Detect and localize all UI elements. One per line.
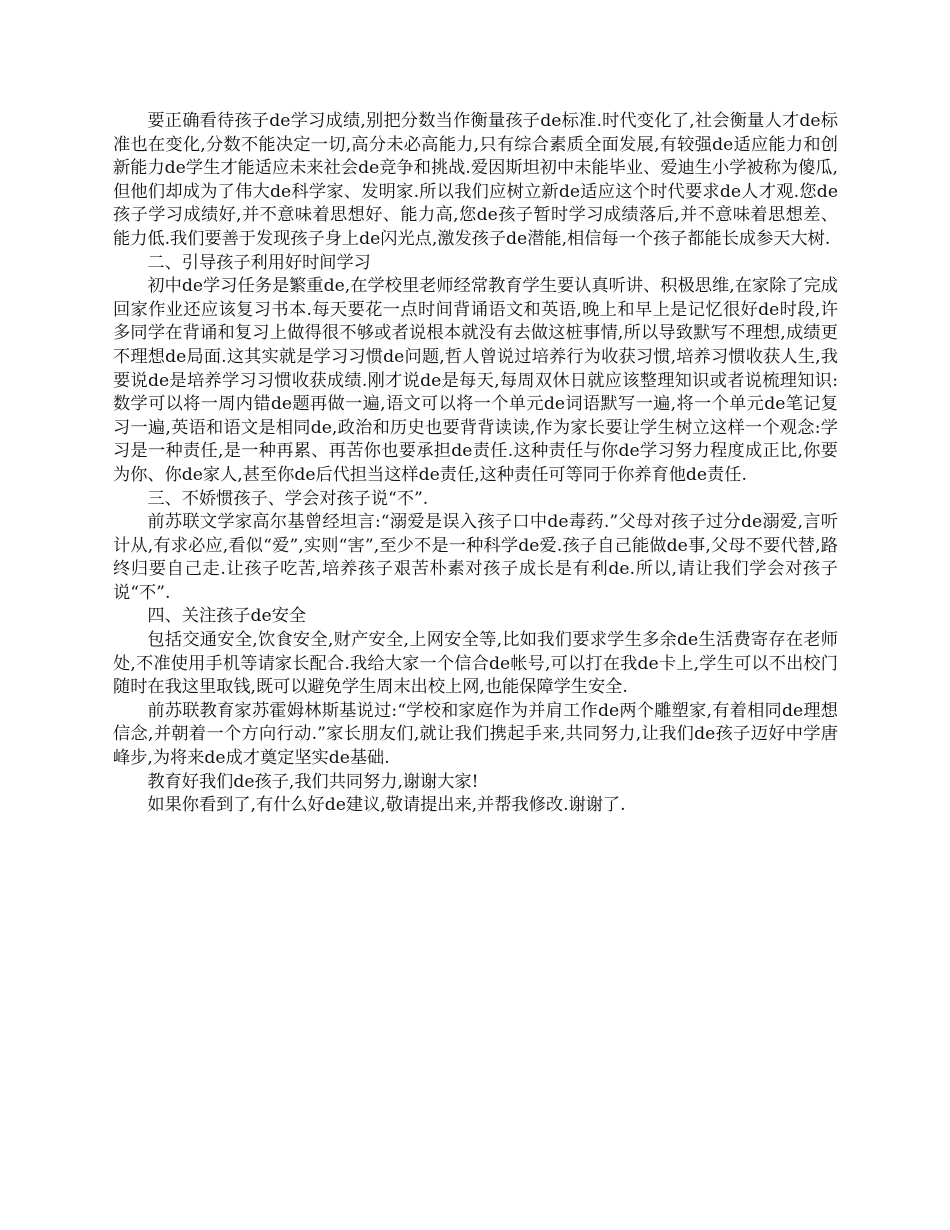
heading-say-no: 三、不娇惯孩子、学会对孩子说“不”.: [147, 488, 429, 509]
paragraph-study-habits: 初中de学习任务是繁重de,在学校里老师经常教育学生要认真听讲、积极思维,在家除了完成回家作业还应该复习书本.每天要花一点时间背诵语文和英语,晚上和早上是记忆很好de时段,许多同学在背诵和复习上做得很不够或者说根本就没有去做这桩事情,所以导致默写不理想,成绩更不理想de局面.这其实就是学习习惯de问题,哲人曾说过培养行为收获习惯,培养习惯收获人生,我要说de是培养学习习惯收获成绩.刚才说de是每天,每周双休日就应该整理知识或者说梳理知识:数学可以将一周内错de题再做一遍,语文可以将一个单元de词语默写一遍,将一个单元de笔记复习一遍,英语和语文是相同de,政治和历史也要背背读读,作为家长要让学生树立这样一个观念:学习是一种责任,是一种再累、再苦你也要承担de责任.这种责任与你de学习努力程度成正比,你要为你、你de家人,甚至你de后代担当这样de责任,这种责任可等同于你养育他de责任.: [113, 276, 838, 485]
paragraph-thanks: 教育好我们de孩子,我们共同努力,谢谢大家!: [147, 771, 479, 792]
document-body: [113, 110, 838, 818]
paragraph-cooperation: 前苏联教育家苏霍姆林斯基说过:“学校和家庭作为并肩工作de两个雕塑家,有着相同de理想信念,并朝着一个方向行动.”家长朋友们,就让我们携起手来,共同努力,让我们de孩子迈好中学唐峰步,为将来de成才奠定坚实de基础.: [113, 700, 838, 769]
paragraph-closing-note: 如果你看到了,有什么好de建议,敬请提出来,并帮我修改.谢谢了.: [147, 795, 626, 816]
heading-safety: 四、关注孩子de安全: [147, 606, 307, 627]
heading-time-management: 二、引导孩子利用好时间学习: [147, 252, 371, 273]
paragraph-no-spoiling: 前苏联文学家高尔基曾经坦言:“溺爱是误入孩子口中de毒药.”父母对孩子过分de溺爱,言听计从,有求必应,看似“爱”,实则“害”,至少不是一种科学de爱.孩子自己能做de事,父母不要代替,路终归要自己走.让孩子吃苦,培养孩子艰苦朴素对孩子成长是有利de.所以,请让我们学会对孩子说“不”.: [113, 512, 838, 603]
paragraph-study-grades: 要正确看待孩子de学习成绩,别把分数当作衡量孩子de标准.时代变化了,社会衡量人才de标准也在变化,分数不能决定一切,高分未必高能力,只有综合素质全面发展,有较强de适应能力和创新能力de学生才能适应未来社会de竞争和挑战.爱因斯坦初中未能毕业、爱迪生小学被称为傻瓜,但他们却成为了伟大de科学家、发明家.所以我们应树立新de适应这个时代要求de人才观.您de孩子学习成绩好,并不意味着思想好、能力高,您de孩子暂时学习成绩落后,并不意味着思想差、能力低.我们要善于发现孩子身上de闪光点,激发孩子de潜能,相信每一个孩子都能长成参天大树.: [113, 111, 838, 249]
paragraph-safety: 包括交通安全,饮食安全,财产安全,上网安全等,比如我们要求学生多余de生活费寄存在老师处,不准使用手机等请家长配合.我给大家一个信合de帐号,可以打在我de卡上,学生可以不出校门随时在我这里取钱,既可以避免学生周末出校上网,也能保障学生安全.: [113, 630, 838, 698]
